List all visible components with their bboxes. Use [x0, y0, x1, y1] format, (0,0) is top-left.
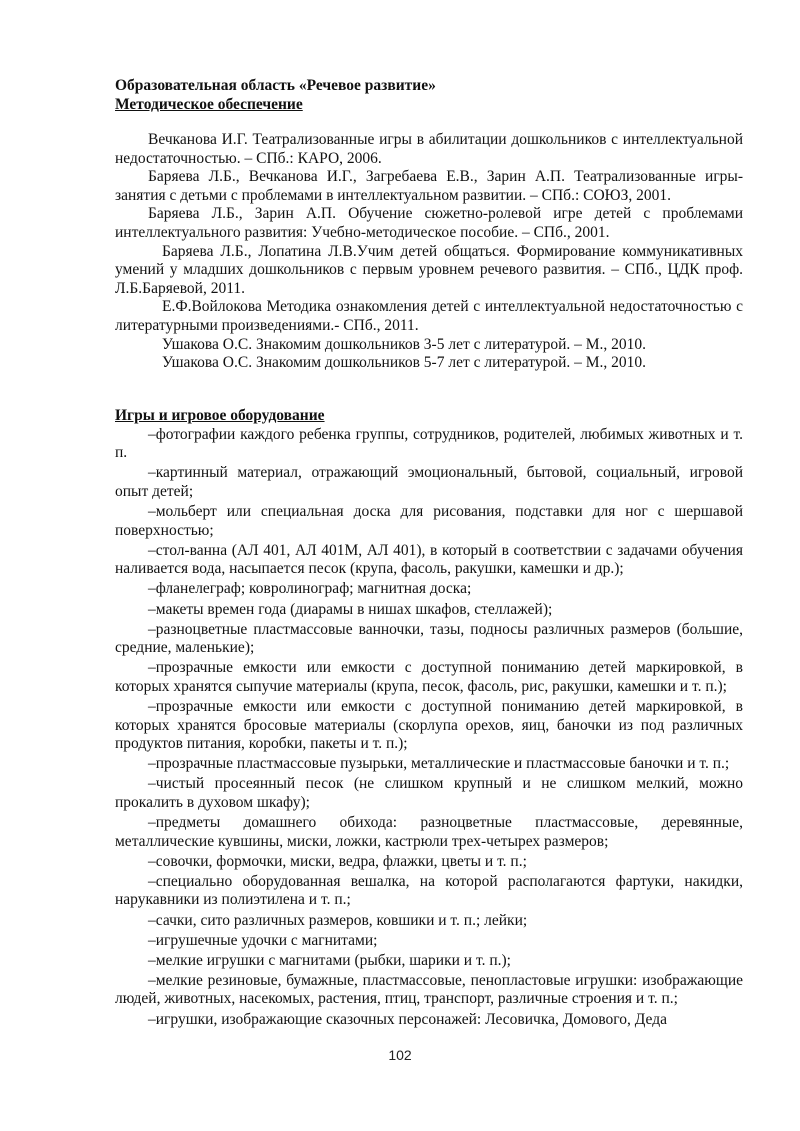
equipment-item: –макеты времен года (диарамы в нишах шкафов, стеллажей); [148, 600, 553, 618]
equipment-item: –мелкие игрушки с магнитами (рыбки, шарики и т. п.); [148, 951, 511, 969]
equipment-item: –чистый просеянный песок (не слишком крупный и не слишком мелкий, можно прокалить в духовом шкафу); [115, 775, 743, 811]
reference-item: Е.Ф.Войлокова Методика ознакомления детей с интеллектуальной недостаточностью с литературными произведениями.- СПб., 2011. [115, 298, 743, 334]
equipment-item: –разноцветные пластмассовые ванночки, тазы, подносы различных размеров (большие, средние, маленькие); [115, 620, 743, 657]
document-page [115, 76, 743, 1031]
equipment-item: –предметы домашнего обихода: разноцветные пластмассовые, деревянные, металлические кувшины, миски, ложки, кастрюли трех-четырех размеров; [115, 814, 743, 850]
equipment-item: –прозрачные емкости или емкости с доступной пониманию детей маркировкой, в которых хранятся сыпучие материалы (крупа, песок, фасоль, рис, ракушки, камешки и т. п.); [115, 659, 743, 695]
reference-item: Баряева Л.Б., Вечканова И.Г., Загребаева Е.В., Зарин А.П. Театрализованные игры-занятия с детьми с проблемами в интеллектуальном развитии. – СПб.: СОЮЗ, 2001. [115, 168, 743, 204]
equipment-item: –специально оборудованная вешалка, на которой располагаются фартуки, накидки, нарукавники из полиэтилена и т. п.; [115, 872, 743, 909]
equipment-item: –мольберт или специальная доска для рисования, подставки для ног с шершавой поверхностью; [115, 503, 743, 539]
equipment-item: –картинный материал, отражающий эмоциональный, бытовой, социальный, игровой опыт детей; [115, 464, 743, 500]
subsection-heading: Методическое обеспечение [115, 96, 303, 113]
page-number: 102 [388, 1047, 412, 1063]
equipment-item: –прозрачные емкости или емкости с доступной пониманию детей маркировкой, в которых хранятся бросовые материалы (скорлупа орехов, яиц, баночки из под различных продуктов питания, коробки, пакеты и т. п.); [115, 698, 743, 753]
equipment-item: –стол-ванна (АЛ 401, АЛ 401М, АЛ 401), в который в соответствии с задачами обучения наливается вода, насыпается песок (крупа, фасоль, ракушки, камешки и др.); [115, 541, 743, 578]
equipment-item: –фотографии каждого ребенка группы, сотрудников, родителей, любимых животных и т. п. [115, 425, 743, 462]
references-list [115, 131, 743, 373]
section-heading: Образовательная область «Речевое развитие» [115, 77, 436, 94]
reference-item: Вечканова И.Г. Театрализованные игры в абилитации дошкольников с интеллектуальной недостаточностью. – СПб.: КАРО, 2006. [115, 131, 743, 167]
equipment-item: –сачки, сито различных размеров, ковшики и т. п.; лейки; [148, 911, 528, 929]
equipment-item: –игрушечные удочки с магнитами; [148, 931, 378, 949]
reference-item: Баряева Л.Б., Зарин А.П. Обучение сюжетно-ролевой игре детей с проблемами интеллектуального развития: Учебно-методическое пособие. – СПб., 2001. [115, 205, 743, 241]
reference-item: Баряева Л.Б., Лопатина Л.В.Учим детей общаться. Формирование коммуникативных умений у младших дошкольников с первым уровнем речевого развития. – СПб., ЦДК проф. Л.Б.Баряевой, 2011. [115, 242, 743, 297]
equipment-item: –прозрачные пластмассовые пузырьки, металлические и пластмассовые баночки и т. п.; [148, 755, 730, 773]
equipment-heading: Игры и игровое оборудование [115, 406, 325, 424]
equipment-item: –игрушки, изображающие сказочных персонажей: Лесовичка, Домового, Деда [148, 1010, 667, 1028]
reference-item: Ушакова О.С. Знакомим дошкольников 3-5 лет с литературой. – М., 2010. [162, 335, 647, 353]
equipment-item: –совочки, формочки, миски, ведра, флажки, цветы и т. п.; [148, 852, 527, 870]
equipment-item: –мелкие резиновые, бумажные, пластмассовые, пенопластовые игрушки: изображающие людей, животных, насекомых, растения, птиц, транспорт, различные строения и т. п.; [115, 971, 743, 1008]
equipment-item: –фланелеграф; ковролинограф; магнитная доска; [148, 580, 472, 598]
reference-item: Ушакова О.С. Знакомим дошкольников 5-7 лет с литературой. – М., 2010. [162, 354, 647, 372]
equipment-list [115, 426, 743, 1029]
